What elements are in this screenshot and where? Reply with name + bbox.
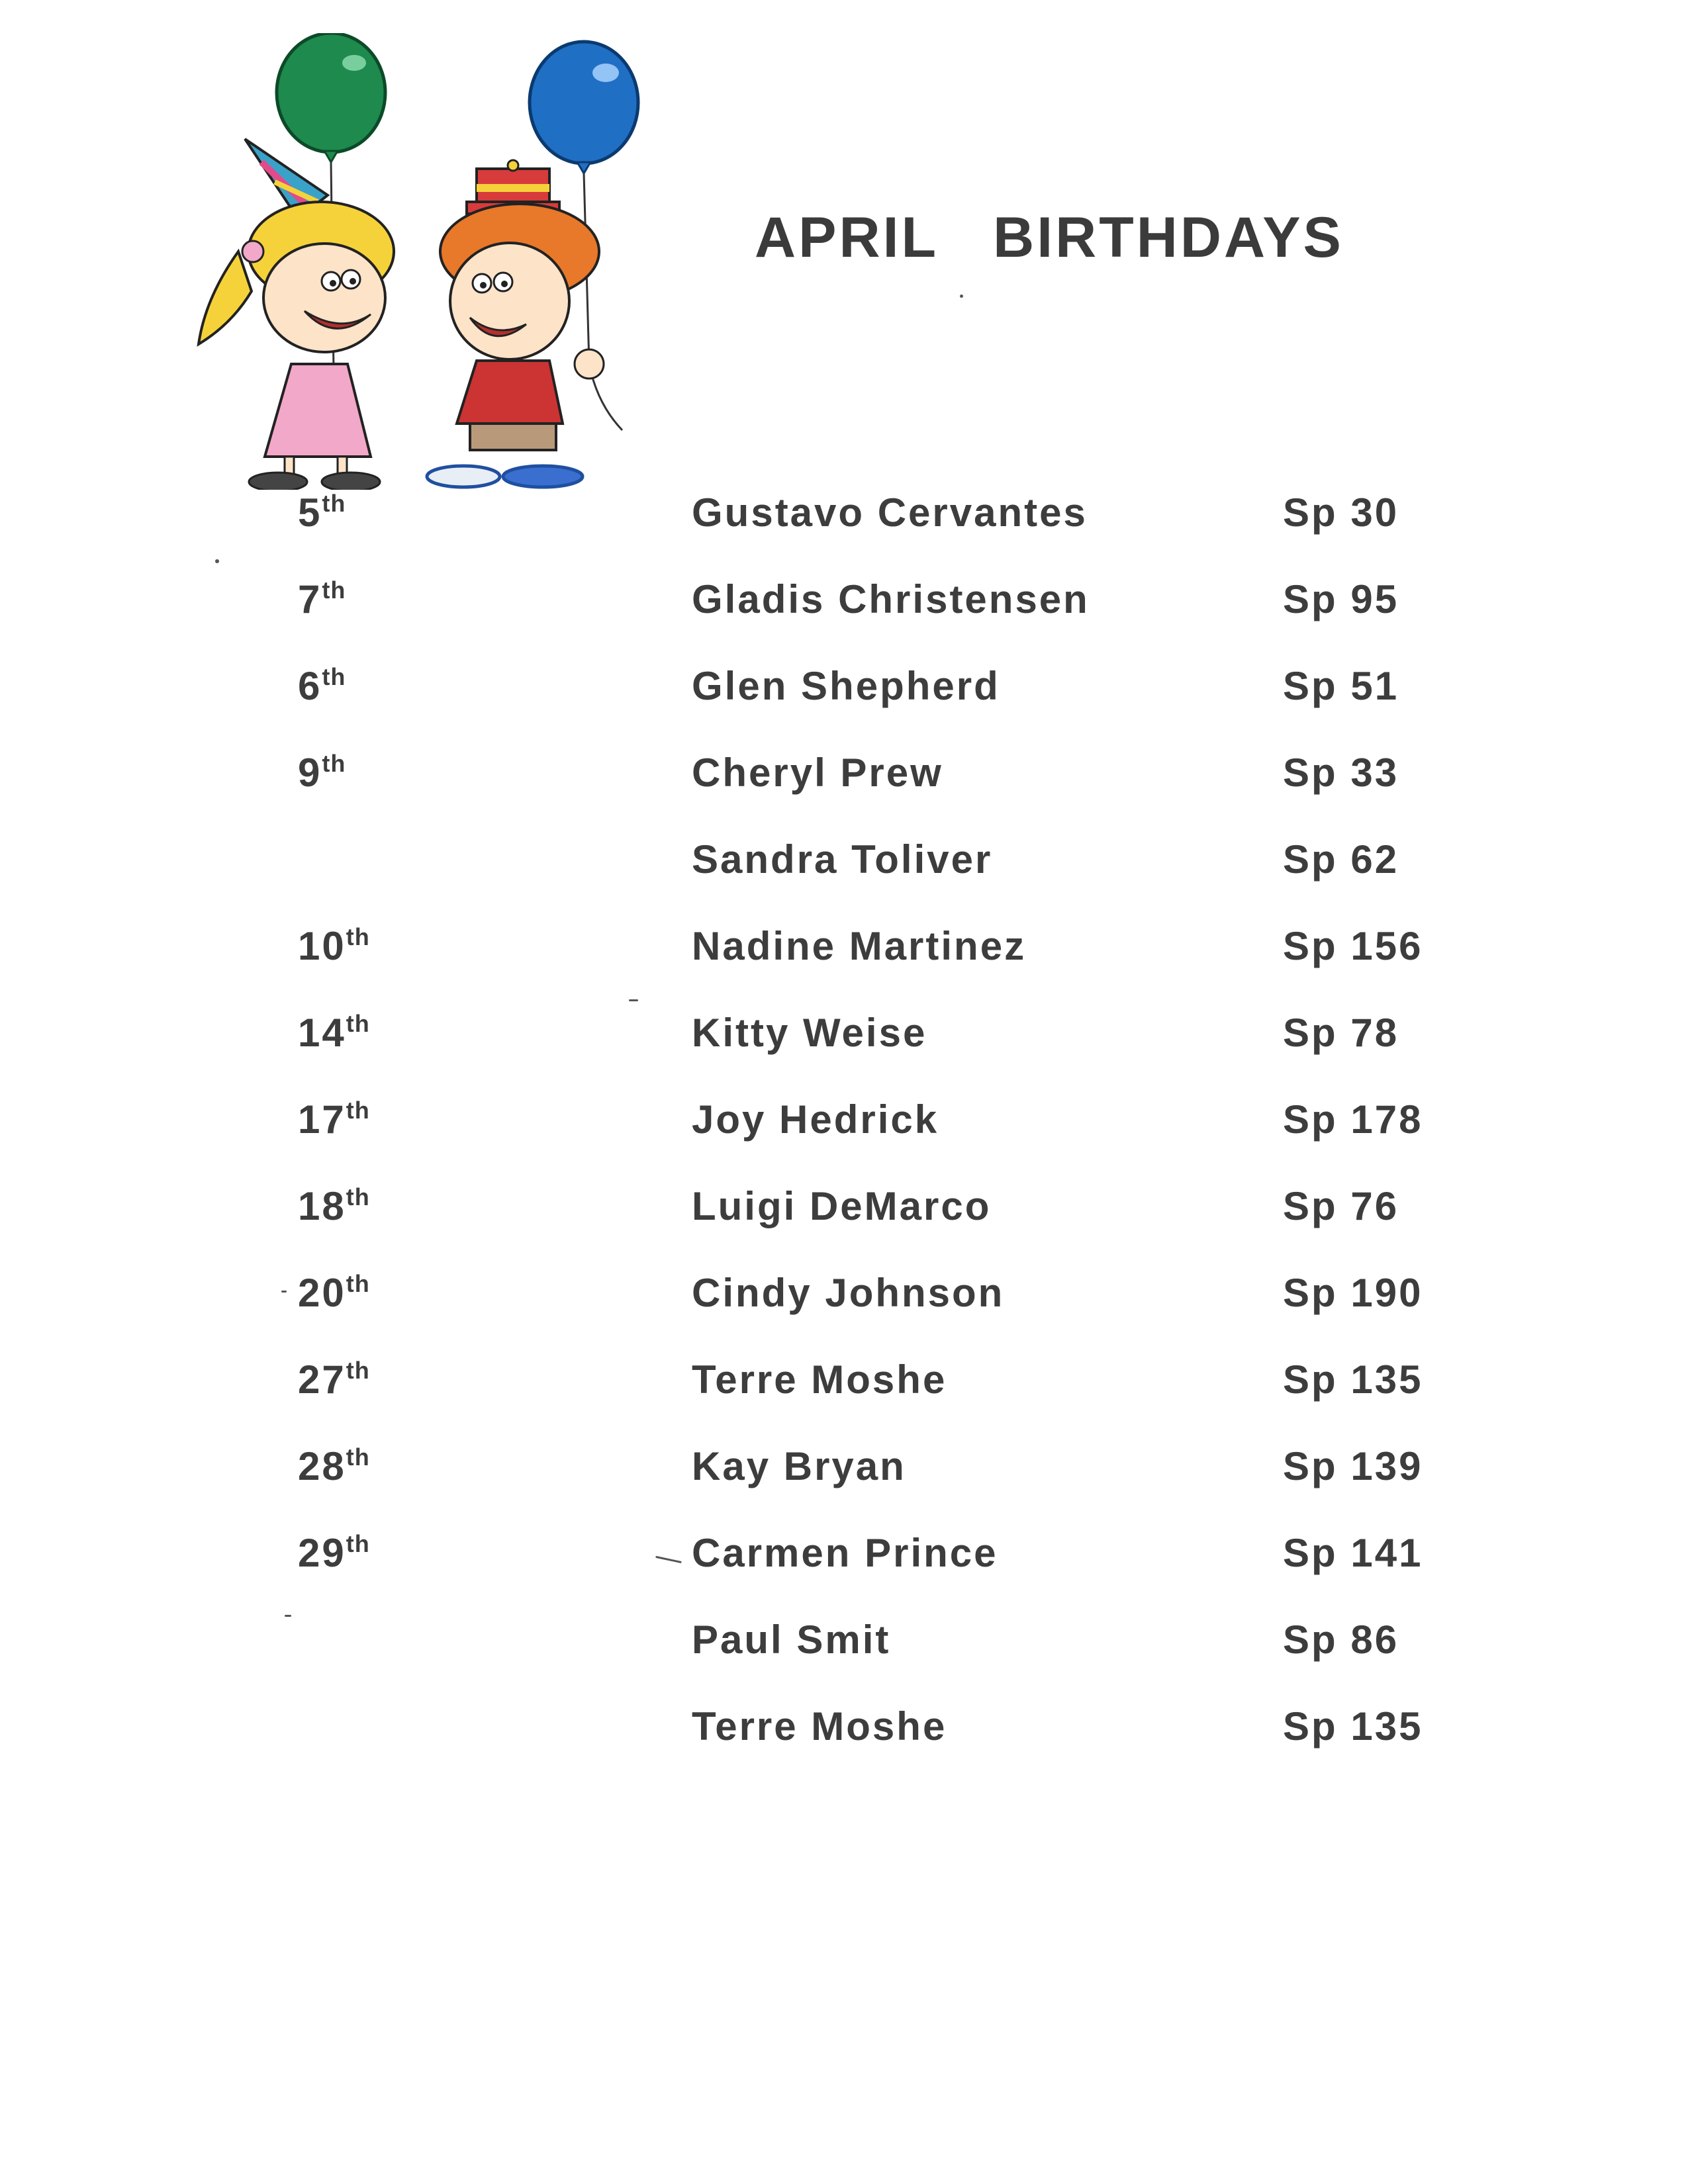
birthday-row — [0, 490, 1688, 576]
birthday-name: Glen Shepherd — [692, 664, 1000, 708]
birthday-day — [298, 1357, 370, 1402]
day-suffix: th — [346, 1183, 370, 1210]
day-number: 28 — [298, 1444, 346, 1488]
birthday-name: Terre Moshe — [692, 1704, 947, 1749]
day-suffix: th — [322, 576, 346, 604]
birthday-day — [298, 750, 346, 796]
space-number: Sp 76 — [1283, 1184, 1399, 1228]
birthday-name: Cheryl Prew — [692, 751, 943, 795]
birthday-row — [0, 837, 1688, 923]
birthday-row — [0, 1617, 1688, 1704]
birthday-name: Kitty Weise — [692, 1011, 927, 1055]
birthday-row — [0, 1530, 1688, 1617]
day-number: 14 — [298, 1011, 346, 1055]
scan-speck — [629, 999, 638, 1001]
birthday-name: Kay Bryan — [692, 1444, 906, 1488]
space-number: Sp 95 — [1283, 577, 1399, 621]
birthday-row — [0, 1010, 1688, 1097]
space-number: Sp 62 — [1283, 837, 1399, 882]
scan-speck — [960, 295, 963, 298]
day-suffix: th — [346, 1530, 370, 1557]
birthday-name: Luigi DeMarco — [692, 1184, 992, 1228]
space-number: Sp 51 — [1283, 664, 1399, 708]
boy-figure-icon — [427, 160, 604, 487]
space-number: Sp 78 — [1283, 1011, 1399, 1055]
birthday-name: Gustavo Cervantes — [692, 490, 1088, 535]
space-number: Sp 178 — [1283, 1097, 1423, 1142]
birthday-list — [0, 490, 1688, 1790]
birthday-row — [0, 576, 1688, 663]
birthday-row — [0, 750, 1688, 837]
scan-speck — [285, 1615, 291, 1617]
birthday-day — [298, 1010, 370, 1056]
day-number: 9 — [298, 751, 322, 795]
space-number: Sp 156 — [1283, 924, 1423, 968]
day-suffix: th — [346, 1443, 370, 1471]
birthday-name: Joy Hedrick — [692, 1097, 939, 1142]
day-number: 20 — [298, 1271, 346, 1315]
day-suffix: th — [322, 490, 346, 517]
day-number: 7 — [298, 577, 322, 621]
birthday-day — [298, 576, 346, 622]
birthday-row — [0, 1443, 1688, 1530]
birthday-day — [298, 1183, 370, 1229]
day-number: 18 — [298, 1184, 346, 1228]
day-number: 27 — [298, 1357, 346, 1402]
birthday-name: Nadine Martinez — [692, 924, 1027, 968]
space-number: Sp 139 — [1283, 1444, 1423, 1488]
space-number: Sp 33 — [1283, 751, 1399, 795]
space-number: Sp 86 — [1283, 1617, 1399, 1662]
birthday-row — [0, 1704, 1688, 1790]
girl-figure-icon — [199, 139, 394, 490]
birthday-name: Paul Smit — [692, 1617, 891, 1662]
birthday-name: Gladis Christensen — [692, 577, 1090, 621]
birthday-day — [298, 1270, 370, 1316]
day-number: 17 — [298, 1097, 346, 1142]
day-suffix: th — [346, 923, 370, 950]
birthday-kids-clipart-icon — [192, 33, 655, 490]
scan-speck — [281, 1291, 287, 1293]
day-suffix: th — [346, 1097, 370, 1124]
birthday-day — [298, 1530, 370, 1576]
space-number: Sp 190 — [1283, 1271, 1423, 1315]
day-number: 6 — [298, 664, 322, 708]
birthday-name: Cindy Johnson — [692, 1271, 1005, 1315]
birthday-name: Terre Moshe — [692, 1357, 947, 1402]
birthday-row — [0, 1357, 1688, 1443]
space-number: Sp 135 — [1283, 1357, 1423, 1402]
birthday-name: Carmen Prince — [692, 1531, 998, 1575]
day-suffix: th — [346, 1357, 370, 1384]
day-suffix: th — [322, 663, 346, 690]
birthday-name: Sandra Toliver — [692, 837, 993, 882]
scan-speck — [215, 559, 219, 563]
day-suffix: th — [322, 750, 346, 777]
day-suffix: th — [346, 1010, 370, 1037]
space-number: Sp 141 — [1283, 1531, 1423, 1575]
birthday-day — [298, 1097, 370, 1142]
birthday-day — [298, 663, 346, 709]
birthday-day — [298, 923, 370, 969]
birthday-row — [0, 1270, 1688, 1357]
day-suffix: th — [346, 1270, 370, 1297]
page-title: APRIL BIRTHDAYS — [755, 206, 1344, 269]
day-number: 5 — [298, 490, 322, 535]
birthday-day — [298, 1443, 370, 1489]
birthday-row — [0, 1097, 1688, 1183]
day-number: 29 — [298, 1531, 346, 1575]
birthday-row — [0, 1183, 1688, 1270]
birthday-row — [0, 663, 1688, 750]
birthday-day — [298, 490, 346, 535]
space-number: Sp 135 — [1283, 1704, 1423, 1749]
day-number: 10 — [298, 924, 346, 968]
birthday-row — [0, 923, 1688, 1010]
space-number: Sp 30 — [1283, 490, 1399, 535]
